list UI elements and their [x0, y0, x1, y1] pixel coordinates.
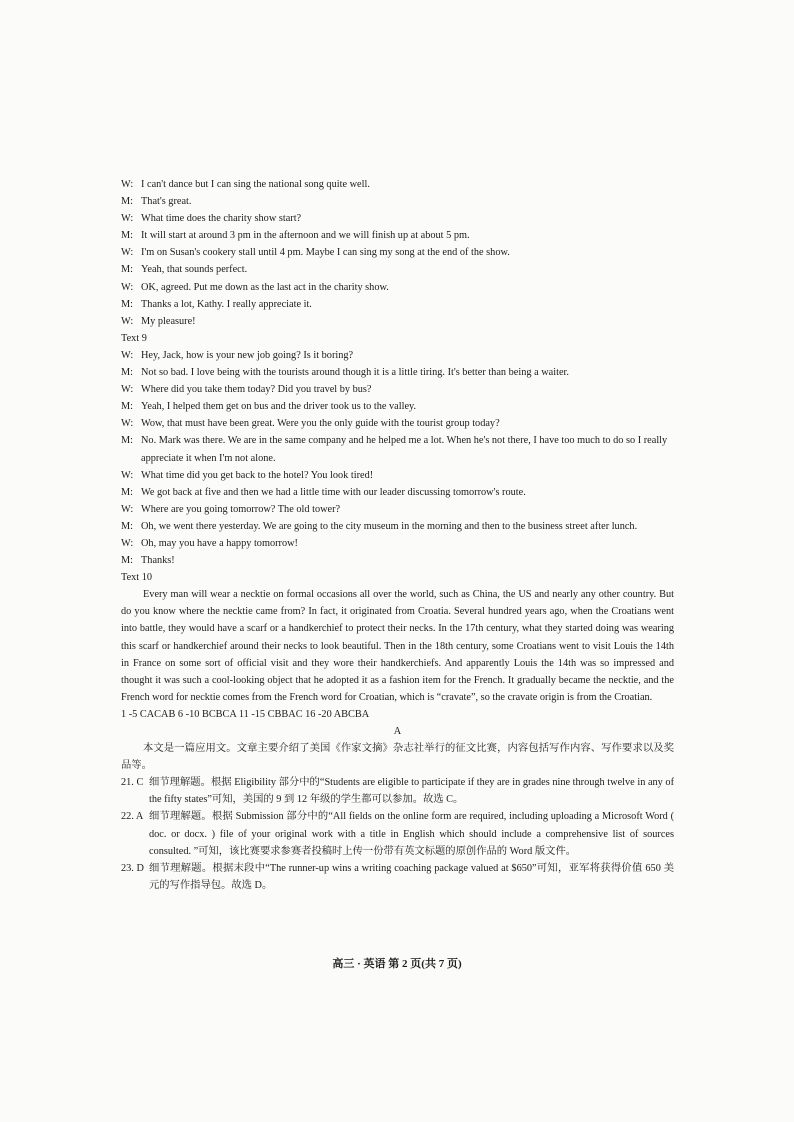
dialogue-text: OK, agreed. Put me down as the last act in the charity show. [141, 281, 389, 293]
dialogue-line [121, 518, 674, 535]
dialogue-line [121, 432, 674, 466]
item-number: 21. C [121, 777, 144, 789]
speaker-label: W: [121, 281, 134, 293]
dialogue-text: My pleasure! [141, 315, 196, 327]
speaker-label: W: [121, 179, 134, 190]
dialogue-line [121, 279, 674, 296]
speaker-label: W: [121, 213, 134, 225]
speaker-label: W: [121, 247, 134, 259]
dialogue-text: We got back at five and then we had a little time with our leader discussing tomorrow's route. [141, 486, 526, 498]
dialogue-text: Yeah, I helped them get on bus and the driver took us to the valley. [141, 401, 417, 413]
speaker-label: M: [121, 435, 134, 447]
answer-key-line: 1 -5 CACAB 6 -10 BCBCA 11 -15 CBBAC 16 -20 ABCBA [121, 708, 370, 720]
page-content [121, 176, 674, 894]
text8-dialogue [121, 176, 674, 330]
dialogue-line [121, 364, 674, 381]
speaker-label: W: [121, 384, 134, 396]
item-text: 细节理解题。根据 Eligibility 部分中的“Students are eligible to participate if they are in grades nine through twelve in any of the fifty states”可知，美国的 9 到 12 年级的学生都可以参加。故选 C。 [149, 777, 674, 806]
dialogue-text: What time does the charity show start? [141, 213, 302, 225]
dialogue-line [121, 227, 674, 244]
dialogue-line [121, 210, 674, 227]
speaker-label: M: [121, 196, 134, 208]
dialogue-line [121, 467, 674, 484]
section-a-intro: 本文是一篇应用文。文章主要介绍了美国《作家文摘》杂志社举行的征文比赛，内容包括写作内容、写作要求以及奖品等。 [121, 743, 674, 772]
dialogue-line [121, 535, 674, 552]
dialogue-text: What time did you get back to the hotel? You look tired! [141, 469, 374, 481]
dialogue-text: That's great. [141, 196, 192, 208]
dialogue-text: Where are you going tomorrow? The old tower? [141, 503, 341, 515]
speaker-label: M: [121, 401, 134, 413]
dialogue-text: Hey, Jack, how is your new job going? Is it boring? [141, 349, 354, 361]
dialogue-text: No. Mark was there. We are in the same company and he helped me a lot. When he's not there, I have too much to do so I really appreciate it when I'm not alone. [141, 435, 668, 464]
dialogue-text: Thanks! [141, 555, 175, 567]
item-text: 细节理解题。根据末段中“The runner-up wins a writing coaching package valued at $650”可知，亚军将获得价值 650 美元的写作指导包。故选 D。 [149, 862, 674, 891]
section-a-label: A [393, 726, 402, 737]
speaker-label: M: [121, 486, 134, 498]
dialogue-line [121, 552, 674, 569]
dialogue-text: I'm on Susan's cookery stall until 4 pm. Maybe I can sing my song at the end of the show. [141, 247, 510, 259]
dialogue-line [121, 296, 674, 313]
speaker-label: M: [121, 520, 134, 532]
text10-heading: Text 10 [121, 572, 153, 584]
dialogue-line [121, 381, 674, 398]
dialogue-line [121, 244, 674, 261]
dialogue-line [121, 484, 674, 501]
dialogue-text: Oh, may you have a happy tomorrow! [141, 537, 298, 549]
dialogue-line [121, 193, 674, 210]
speaker-label: M: [121, 264, 134, 276]
item-number: 22. A [121, 811, 144, 823]
text9-heading: Text 9 [121, 332, 147, 344]
dialogue-text: Where did you take them today? Did you travel by bus? [141, 384, 372, 396]
dialogue-line [121, 415, 674, 432]
dialogue-text: It will start at around 3 pm in the afternoon and we will finish up at about 5 pm. [141, 230, 470, 242]
speaker-label: M: [121, 230, 134, 242]
dialogue-text: Thanks a lot, Kathy. I really appreciate it. [141, 298, 312, 310]
dialogue-text: I can't dance but I can sing the national song quite well. [141, 179, 370, 190]
dialogue-line [121, 176, 674, 193]
dialogue-line [121, 313, 674, 330]
dialogue-text: Yeah, that sounds perfect. [141, 264, 248, 276]
dialogue-line [121, 261, 674, 278]
speaker-label: M: [121, 367, 134, 379]
answer-explanations [121, 774, 674, 894]
speaker-label: W: [121, 418, 134, 430]
dialogue-line [121, 347, 674, 364]
dialogue-text: Wow, that must have been great. Were you the only guide with the tourist group today? [141, 418, 500, 430]
speaker-label: W: [121, 469, 134, 481]
item-number: 23. D [121, 862, 144, 874]
dialogue-text: Oh, we went there yesterday. We are going to the city museum in the morning and then to the business street after lunch. [141, 520, 638, 532]
dialogue-line [121, 501, 674, 518]
item-text: 细节理解题。根据 Submission 部分中的“All fields on the online form are required, including uploading a Microsoft Word ( doc. or docx. ) file of your original work with a title in English which should include a comprehensive list of sources consulted. ”可知，该比赛要求参赛者投稿时上传一份带有英文标题的原创作品的 Word 版文件。 [149, 811, 674, 857]
dialogue-line [121, 398, 674, 415]
speaker-label: M: [121, 555, 134, 567]
explanation-item [121, 774, 674, 808]
speaker-label: W: [121, 537, 134, 549]
speaker-label: W: [121, 503, 134, 515]
page-footer: 高三 · 英语 第 2 页(共 7 页) [332, 958, 462, 970]
explanation-item [121, 808, 674, 859]
speaker-label: W: [121, 315, 134, 327]
speaker-label: W: [121, 349, 134, 361]
explanation-item [121, 860, 674, 894]
text9-dialogue [121, 347, 674, 569]
text10-paragraph: Every man will wear a necktie on formal occasions all over the world, such as China, the US and nearly any other country. But do you know where the necktie came from? In fact, it originated from Croatia. Several hundred years ago, when the Croatians went into battle, they would have a scarf or a handkerchief to protect their necks. In the 17th century, what they started doing was wearing this scarf or handkerchief around their necks to look beautiful. Then in the 18th century, some Croatians went to visit Louis the 14th in France on some sort of official visit and they wore their handkerchiefs. And apparently Louis the 14th was so impressed and thought it was such a cool-looking object that he adopted it as a fashion item for the French. It gradually became the necktie, and the French word for necktie comes from the French word for Croatian, which is “cravate”, so the cravate origin is from the Croatian. [121, 589, 674, 703]
dialogue-text: Not so bad. I love being with the tourists around though it is a little tiring. It's better than being a waiter. [141, 367, 569, 379]
speaker-label: M: [121, 298, 134, 310]
